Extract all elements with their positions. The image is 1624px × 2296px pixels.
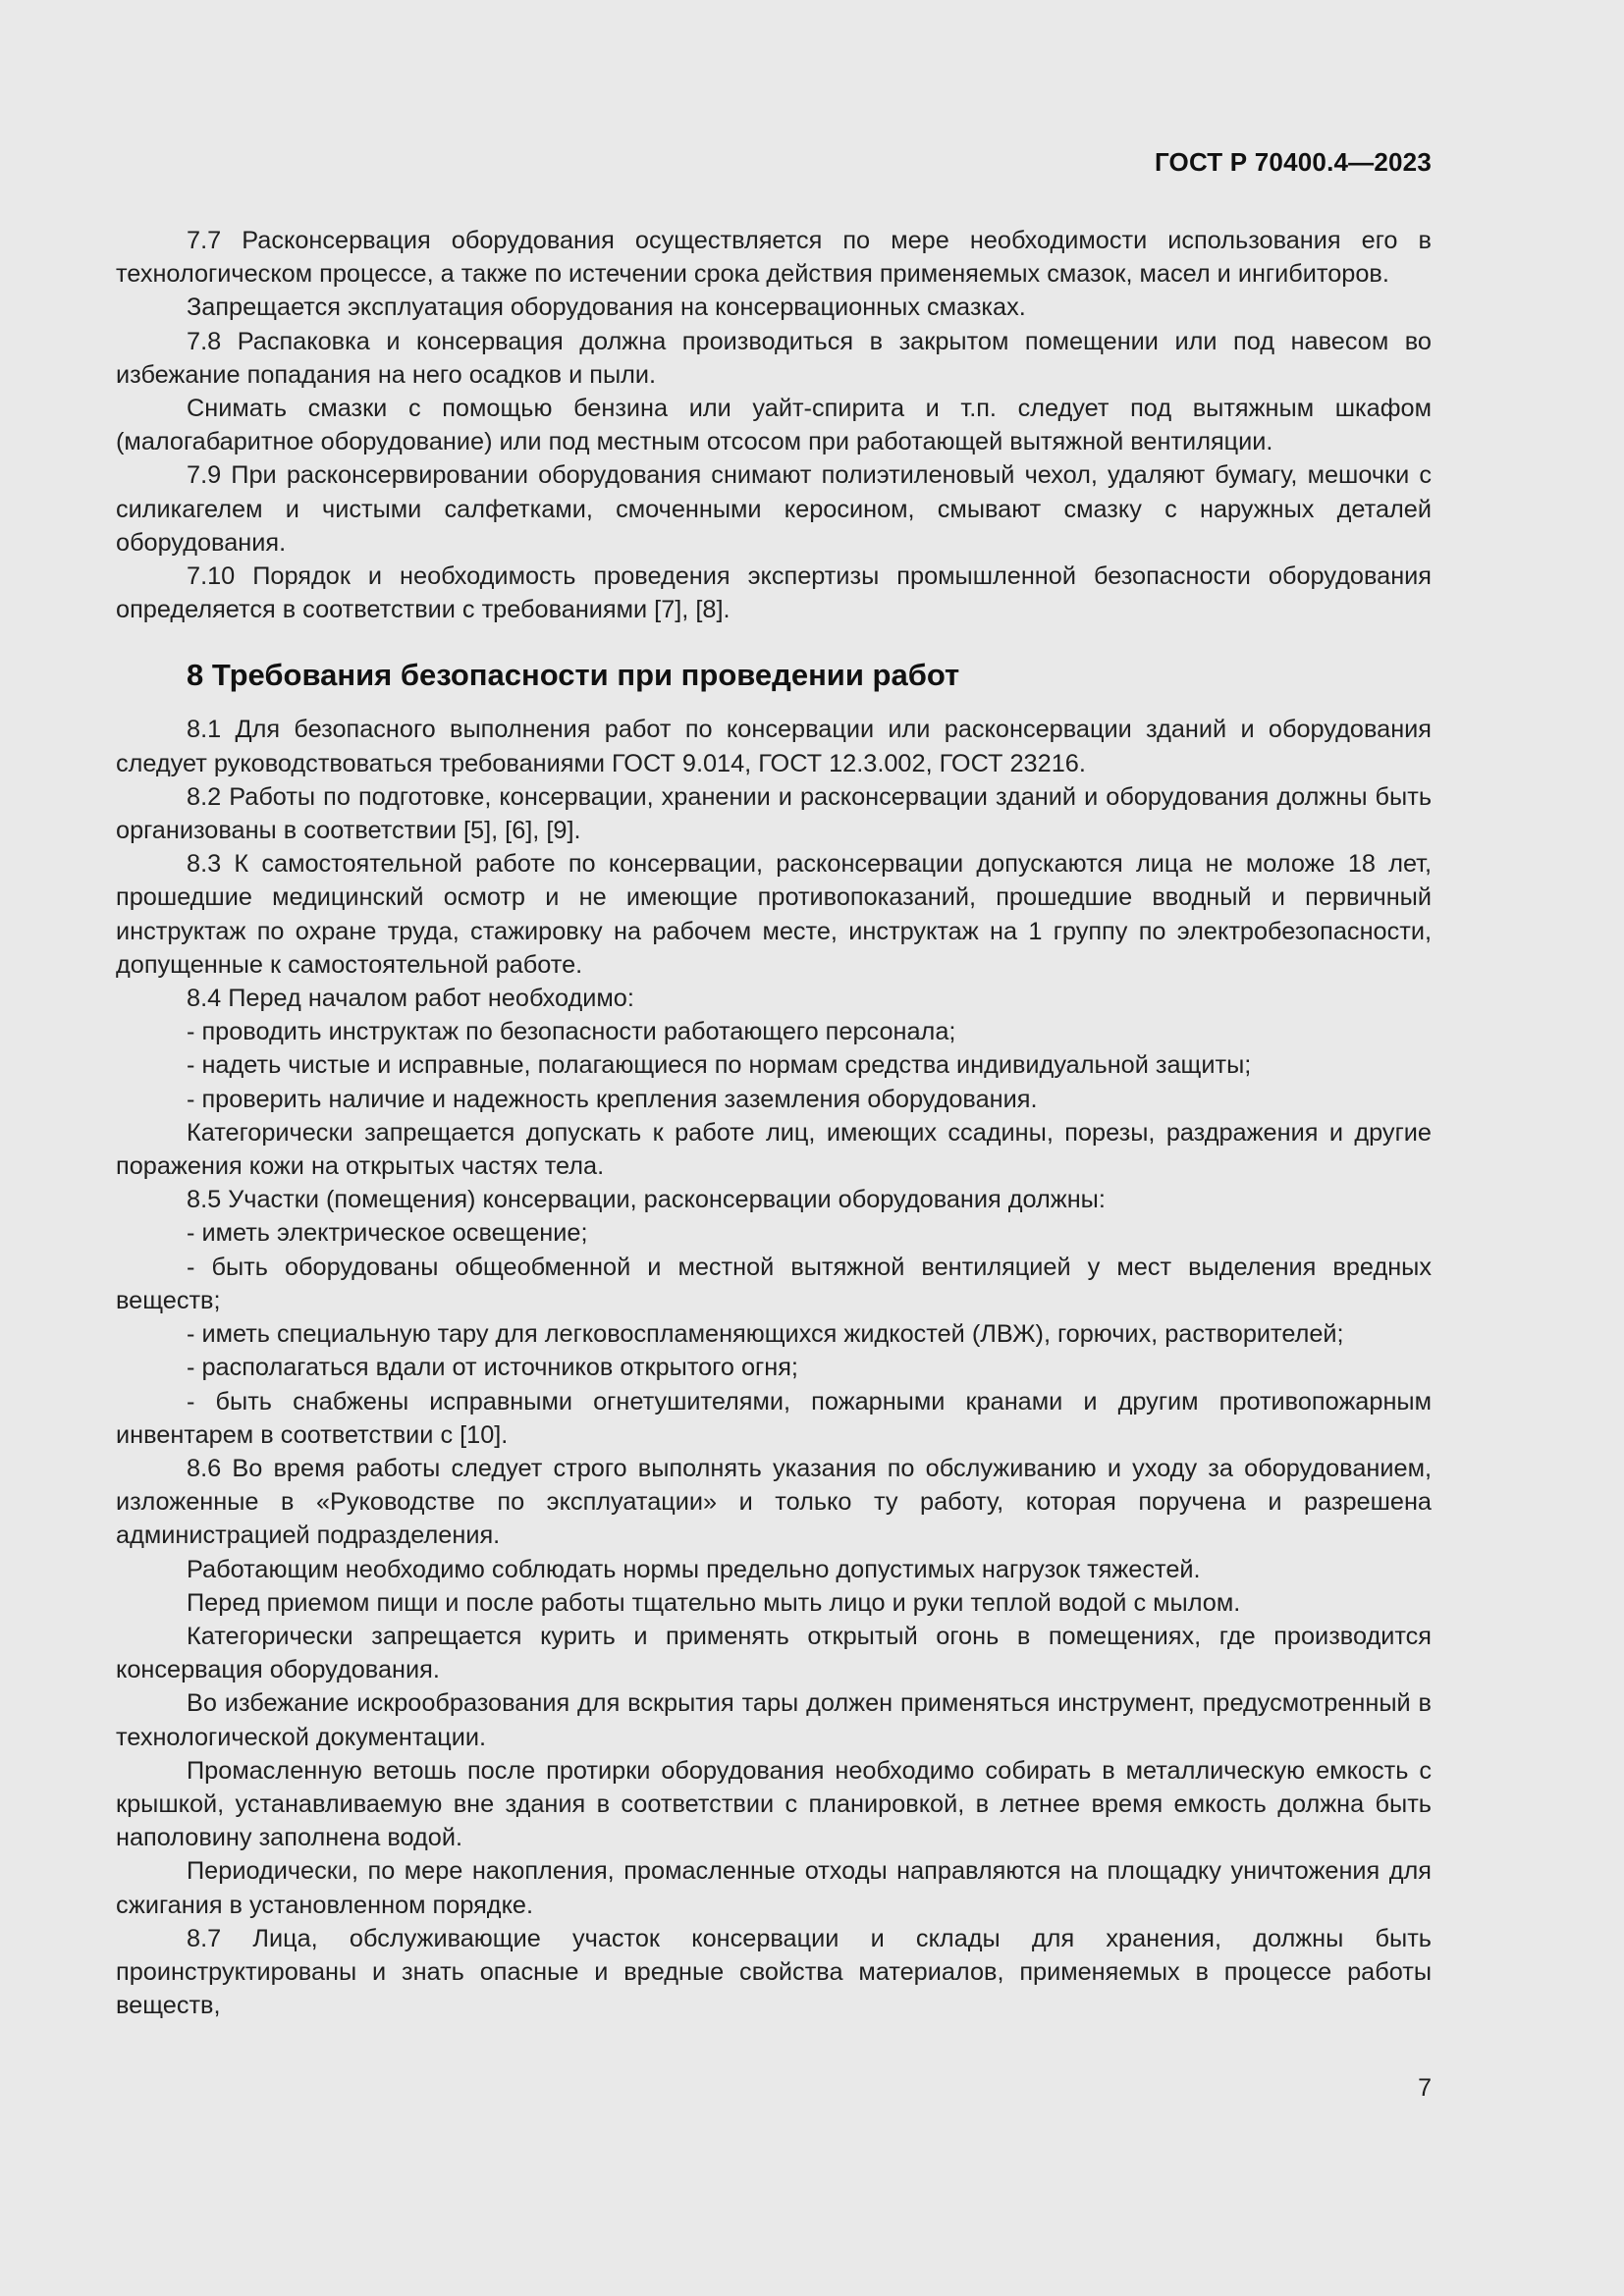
list-item: - проверить наличие и надежность крепления заземления оборудования. bbox=[187, 1085, 1038, 1113]
list-item: - надеть чистые и исправные, полагающиеся по нормам средства индивидуальной защиты; bbox=[187, 1051, 1252, 1080]
paragraph-8-2: 8.2 Работы по подготовке, консервации, хранении и расконсервации зданий и оборудования должны быть организованы в соответствии [5], [6], [9]. bbox=[116, 782, 1432, 845]
list-item: - иметь специальную тару для легковоспламеняющихся жидкостей (ЛВЖ), горючих, растворителей; bbox=[187, 1320, 1344, 1349]
paragraph: Во избежание искрообразования для вскрытия тары должен применяться инструмент, предусмотренный в технологической документации. bbox=[116, 1689, 1432, 1751]
paragraph-8-5: 8.5 Участки (помещения) консервации, расконсервации оборудования должны: bbox=[187, 1186, 1106, 1214]
paragraph-8-1: 8.1 Для безопасного выполнения работ по консервации или расконсервации зданий и оборудования следует руководствоваться требованиями ГОСТ 9.014, ГОСТ 12.3.002, ГОСТ 23216. bbox=[116, 716, 1432, 777]
paragraph-8-7: 8.7 Лица, обслуживающие участок консервации и склады для хранения, должны быть проинструктированы и знать опасные и вредные свойства материалов, применяемых в процессе работы веществ, bbox=[116, 1924, 1432, 2020]
section-8-heading: 8 Требования безопасности при проведении работ bbox=[187, 658, 960, 693]
paragraph-8-3: 8.3 К самостоятельной работе по консервации, расконсервации допускаются лица не моложе 18 лет, прошедшие медицинский осмотр и не имеющие противопоказаний, прошедшие вводный и первичный инструктаж по охране труда, стажировку на рабочем месте, инструктаж на 1 группу по электробезопасности, допущенные к самостоятельной работе. bbox=[116, 850, 1432, 979]
list-item: - располагаться вдали от источников открытого огня; bbox=[187, 1354, 798, 1382]
paragraph-7-9: 7.9 При расконсервировании оборудования снимают полиэтиленовый чехол, удаляют бумагу, мешочки с силикагелем и чистыми салфетками, смоченными керосином, смывают смазку с наружных деталей оборудования. bbox=[116, 461, 1432, 557]
paragraph: Запрещается эксплуатация оборудования на консервационных смазках. bbox=[187, 294, 1026, 322]
paragraph: Промасленную ветошь после протирки оборудования необходимо собирать в металлическую емкость с крышкой, устанавливаемую вне здания в соответствии с планировкой, в летнее время емкость должна быть наполовину заполнена водой. bbox=[116, 1756, 1432, 1852]
paragraph-8-4: 8.4 Перед началом работ необходимо: bbox=[187, 985, 634, 1013]
document-page bbox=[116, 0, 1432, 2296]
list-item: - иметь электрическое освещение; bbox=[187, 1219, 588, 1248]
paragraph-8-6: 8.6 Во время работы следует строго выполнять указания по обслуживанию и уходу за оборудованием, изложенные в «Руководстве по эксплуатации» и только ту работу, которая поручена и разрешена администрацией подразделения. bbox=[116, 1454, 1432, 1550]
list-item: - быть оборудованы общеобменной и местной вытяжной вентиляцией у мест выделения вредных веществ; bbox=[116, 1253, 1432, 1314]
standard-code-header: ГОСТ Р 70400.4—2023 bbox=[1154, 147, 1432, 177]
list-item: - быть снабжены исправными огнетушителями, пожарными кранами и другим противопожарным инвентарем в соответствии с [10]. bbox=[116, 1387, 1432, 1449]
paragraph: Перед приемом пищи и после работы тщательно мыть лицо и руки теплой водой с мылом. bbox=[187, 1588, 1241, 1617]
document-body bbox=[116, 224, 1432, 2022]
paragraph: Категорически запрещается допускать к работе лиц, имеющих ссадины, порезы, раздражения и другие поражения кожи на открытых частях тела. bbox=[116, 1118, 1432, 1181]
paragraph: Снимать смазки с помощью бензина или уайт-спирита и т.п. следует под вытяжным шкафом (малогабаритное оборудование) или под местным отсосом при работающей вытяжной вентиляции. bbox=[116, 395, 1432, 456]
paragraph-7-8: 7.8 Распаковка и консервация должна производиться в закрытом помещении или под навесом во избежание попадания на него осадков и пыли. bbox=[116, 327, 1432, 389]
paragraph: Периодически, по мере накопления, промасленные отходы направляются на площадку уничтожения для сжигания в установленном порядке. bbox=[116, 1857, 1432, 1919]
paragraph: Работающим необходимо соблюдать нормы предельно допустимых нагрузок тяжестей. bbox=[187, 1555, 1201, 1583]
paragraph-7-10: 7.10 Порядок и необходимость проведения экспертизы промышленной безопасности оборудования определяется в соответствии с требованиями [7], [8]. bbox=[116, 562, 1432, 624]
paragraph-7-7: 7.7 Расконсервация оборудования осуществляется по мере необходимости использования его в технологическом процессе, а также по истечении срока действия применяемых смазок, масел и ингибиторов. bbox=[116, 227, 1432, 289]
paragraph: Категорически запрещается курить и применять открытый огонь в помещениях, где производится консервация оборудования. bbox=[116, 1622, 1432, 1684]
list-item: - проводить инструктаж по безопасности работающего персонала; bbox=[187, 1018, 956, 1046]
page-number: 7 bbox=[1418, 2074, 1432, 2102]
